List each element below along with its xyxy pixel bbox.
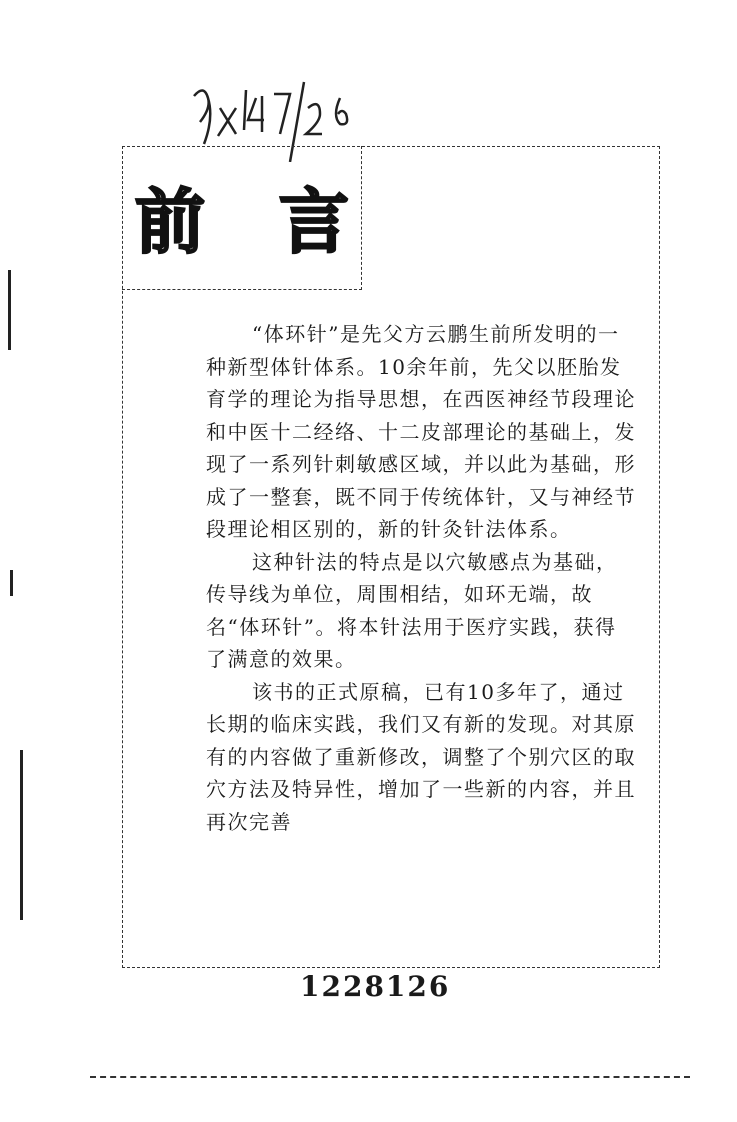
- footer-rule: [90, 1076, 690, 1078]
- paragraph-3: 该书的正式原稿，已有10多年了，通过长期的临床实践，我们又有新的发现。对其原有的内容做了重新修改，调整了个别穴区的取穴方法及特异性，增加了一些新的内容，并且再次完善: [206, 679, 636, 834]
- paragraph-2: 这种针法的特点是以穴敏感点为基础，传导线为单位，周围相结，如环无端，故名“体环针”。将本针法用于医疗实践，获得了满意的效果。: [206, 549, 618, 671]
- title-char-1: 前: [135, 181, 205, 263]
- scan-mark: [10, 570, 13, 596]
- page-number: 1228126: [300, 970, 451, 1003]
- scan-mark: [8, 270, 11, 350]
- scan-mark: [20, 750, 23, 920]
- page-title: [130, 182, 354, 262]
- title-char-2: 言: [279, 181, 349, 263]
- paragraph-1: “体环针”是先父方云鹏生前所发明的一种新型体针体系。10余年前，先父以胚胎发育学的理论为指导思想，在西医神经节段理论和中医十二经络、十二皮部理论的基础上，发现了一系列针刺敏感区域，并以此为基础，形成了一整套，既不同于传统体针，又与神经节段理论相区别的，新的针灸针法体系。: [206, 322, 636, 541]
- preface-body: [206, 318, 636, 838]
